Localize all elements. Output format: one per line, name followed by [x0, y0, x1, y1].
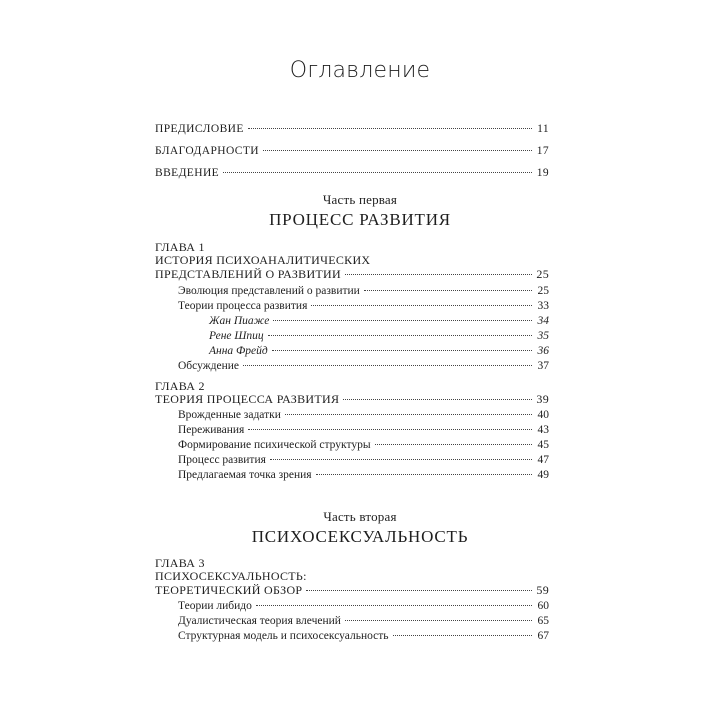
toc-entry-label: Теории либидо [178, 600, 252, 612]
toc-entry-page: 43 [537, 424, 549, 436]
leader-dots [343, 399, 532, 400]
leader-dots [364, 290, 532, 291]
toc-entry-label: ТЕОРИЯ ПРОЦЕССА РАЗВИТИЯ [155, 392, 340, 406]
part-title: ПСИХОСЕКСУАЛЬНОСТЬ [251, 527, 469, 546]
leader-dots [223, 172, 532, 173]
part-title: ПРОЦЕСС РАЗВИТИЯ [269, 210, 451, 229]
toc-entry-page: 25 [537, 285, 549, 297]
toc-entry [178, 599, 549, 613]
toc-entry-label: Процесс развития [178, 454, 266, 466]
toc-entry [178, 453, 549, 467]
chapter-heading: ГЛАВА 2 [155, 379, 205, 393]
toc-entry [178, 423, 549, 437]
leader-dots [345, 274, 532, 275]
part-kicker: Часть вторая [323, 509, 397, 524]
toc-entry-page: 17 [536, 145, 549, 157]
toc-entry [178, 408, 549, 422]
toc-entry-label: Эволюция представлений о развитии [178, 285, 360, 297]
toc-entry-label: Врожденные задатки [178, 409, 281, 421]
toc-entry [178, 614, 549, 628]
toc-entry [209, 314, 549, 328]
leader-dots [273, 320, 532, 321]
toc-entry-label: Рене Шпиц [209, 330, 264, 342]
toc-entry-page: 25 [536, 267, 549, 281]
toc-entry-page: 47 [537, 454, 549, 466]
toc-entry [178, 468, 549, 482]
part-kicker: Часть первая [322, 192, 398, 207]
toc-entry [178, 438, 549, 452]
toc-entry-page: 40 [537, 409, 549, 421]
toc-entry-label: ПРЕДИСЛОВИЕ [155, 123, 244, 135]
toc-entry-label: Переживания [178, 424, 245, 436]
leader-dots [248, 128, 532, 129]
toc-entry [178, 299, 549, 313]
toc-entry-page: 65 [537, 615, 549, 627]
toc-entry [178, 629, 549, 643]
toc-entry-page: 35 [537, 330, 549, 342]
toc-entry-page: 39 [536, 392, 549, 406]
toc-entry-label: Формирование психической структуры [178, 439, 371, 451]
toc-entry-page: 33 [537, 300, 549, 312]
toc-entry-page: 34 [537, 315, 549, 327]
toc-entry-page: 11 [537, 123, 549, 135]
leader-dots [345, 620, 532, 621]
toc-entry-label: Теории процесса развития [178, 300, 308, 312]
toc-entry-introduction [155, 166, 549, 180]
toc-entry-page: 36 [537, 345, 549, 357]
leader-dots [316, 474, 532, 475]
chapter-heading: ГЛАВА 1 [155, 240, 205, 254]
leader-dots [263, 150, 532, 151]
toc-entry-page: 37 [537, 360, 549, 372]
chapter-title-line: ИСТОРИЯ ПСИХОАНАЛИТИЧЕСКИХ [155, 253, 371, 267]
chapter-title-entry [155, 583, 549, 597]
leader-dots [248, 429, 532, 430]
leader-dots [306, 590, 532, 591]
chapter-heading: ГЛАВА 3 [155, 556, 205, 570]
leader-dots [243, 365, 532, 366]
leader-dots [375, 444, 532, 445]
chapter-title-entry [155, 392, 549, 406]
toc-entry-label: ТЕОРЕТИЧЕСКИЙ ОБЗОР [155, 583, 303, 597]
leader-dots [272, 350, 532, 351]
toc-entry-page: 59 [536, 583, 549, 597]
toc-entry-preface [155, 122, 549, 136]
toc-entry-label: Структурная модель и психосексуальность [178, 630, 389, 642]
toc-entry-page: 19 [536, 167, 549, 179]
chapter-title-entry [155, 267, 549, 281]
leader-dots [311, 305, 532, 306]
leader-dots [393, 635, 532, 636]
toc-entry [178, 284, 549, 298]
toc-entry-label: Обсуждение [178, 360, 240, 372]
toc-entry-label: ПРЕДСТАВЛЕНИЙ О РАЗВИТИИ [155, 267, 341, 281]
toc-entry-label: Анна Фрейд [209, 345, 268, 357]
toc-entry-acknowledgements [155, 144, 549, 158]
toc-entry-label: БЛАГОДАРНОСТИ [155, 145, 260, 157]
toc-entry [209, 344, 549, 358]
toc-entry [209, 329, 549, 343]
toc-entry [178, 359, 549, 373]
leader-dots [270, 459, 532, 460]
toc-entry-page: 49 [537, 469, 549, 481]
toc-entry-label: Дуалистическая теория влечений [178, 615, 341, 627]
toc-entry-label: ВВЕДЕНИЕ [155, 167, 220, 179]
toc-entry-page: 45 [537, 439, 549, 451]
chapter-title-line: ПСИХОСЕКСУАЛЬНОСТЬ: [155, 569, 307, 583]
toc-entry-label: Предлагаемая точка зрения [178, 469, 312, 481]
page-title: Оглавление [289, 58, 431, 83]
toc-entry-label: Жан Пиаже [209, 315, 270, 327]
leader-dots [285, 414, 532, 415]
leader-dots [256, 605, 532, 606]
toc-entry-page: 60 [537, 600, 549, 612]
leader-dots [268, 335, 532, 336]
toc-entry-page: 67 [537, 630, 549, 642]
